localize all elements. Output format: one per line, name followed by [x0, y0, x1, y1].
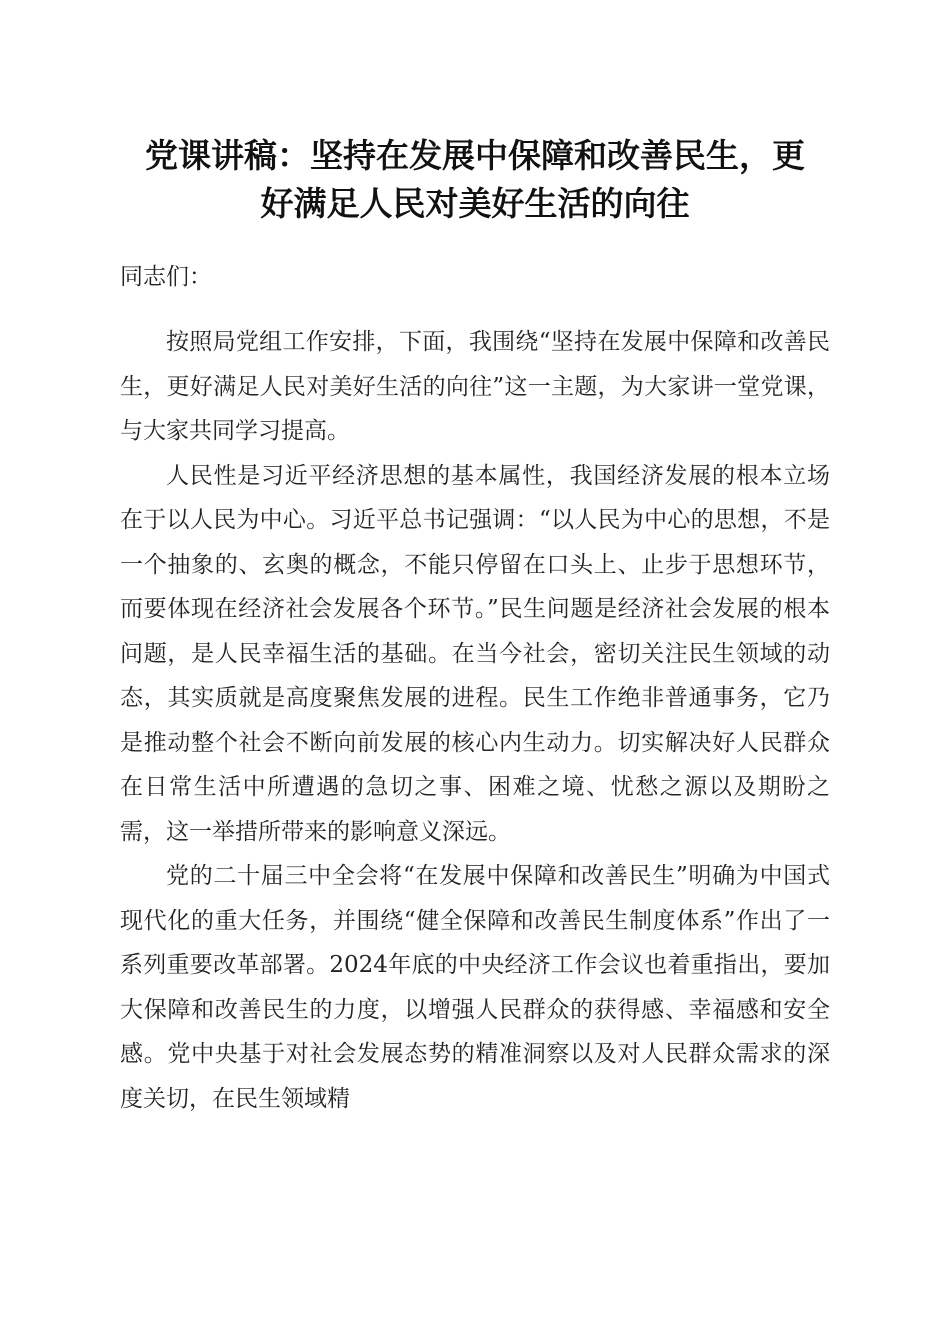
- paragraph-3: 党的二十届三中全会将“在发展中保障和改善民生”明确为中国式现代化的重大任务，并围绕“健全保障和改善民生制度体系”作出了一系列重要改革部署。2024年底的中央经济工作会议也着重指出，要加大保障和改善民生的力度，以增强人民群众的获得感、幸福感和安全感。党中央基于对社会发展态势的精准洞察以及对人民群众需求的深度关切，在民生领域精: [120, 863, 830, 1112]
- title-line-1: 党课讲稿：坚持在发展中保障和改善民生，更: [145, 136, 805, 175]
- paragraph-1: 按照局党组工作安排，下面，我围绕“坚持在发展中保障和改善民生，更好满足人民对美好生活的向往”这一主题，为大家讲一堂党课，与大家共同学习提高。: [120, 329, 830, 444]
- title-line-2: 好满足人民对美好生活的向往: [260, 184, 690, 223]
- paragraph-2: 人民性是习近平经济思想的基本属性，我国经济发展的根本立场在于以人民为中心。习近平总书记强调：“以人民为中心的思想，不是一个抽象的、玄奥的概念，不能只停留在口头上、止步于思想环节，而要体现在经济社会发展各个环节。”民生问题是经济社会发展的根本问题，是人民幸福生活的基础。在当今社会，密切关注民生领域的动态，其实质就是高度聚焦发展的进程。民生工作绝非普通事务，它乃是推动整个社会不断向前发展的核心内生动力。切实解决好人民群众在日常生活中所遭遇的急切之事、困难之境、忧愁之源以及期盼之需，这一举措所带来的影响意义深远。: [120, 462, 830, 845]
- salutation: 同志们：: [120, 264, 212, 290]
- document-body: [120, 320, 830, 1121]
- document-title: [100, 132, 850, 228]
